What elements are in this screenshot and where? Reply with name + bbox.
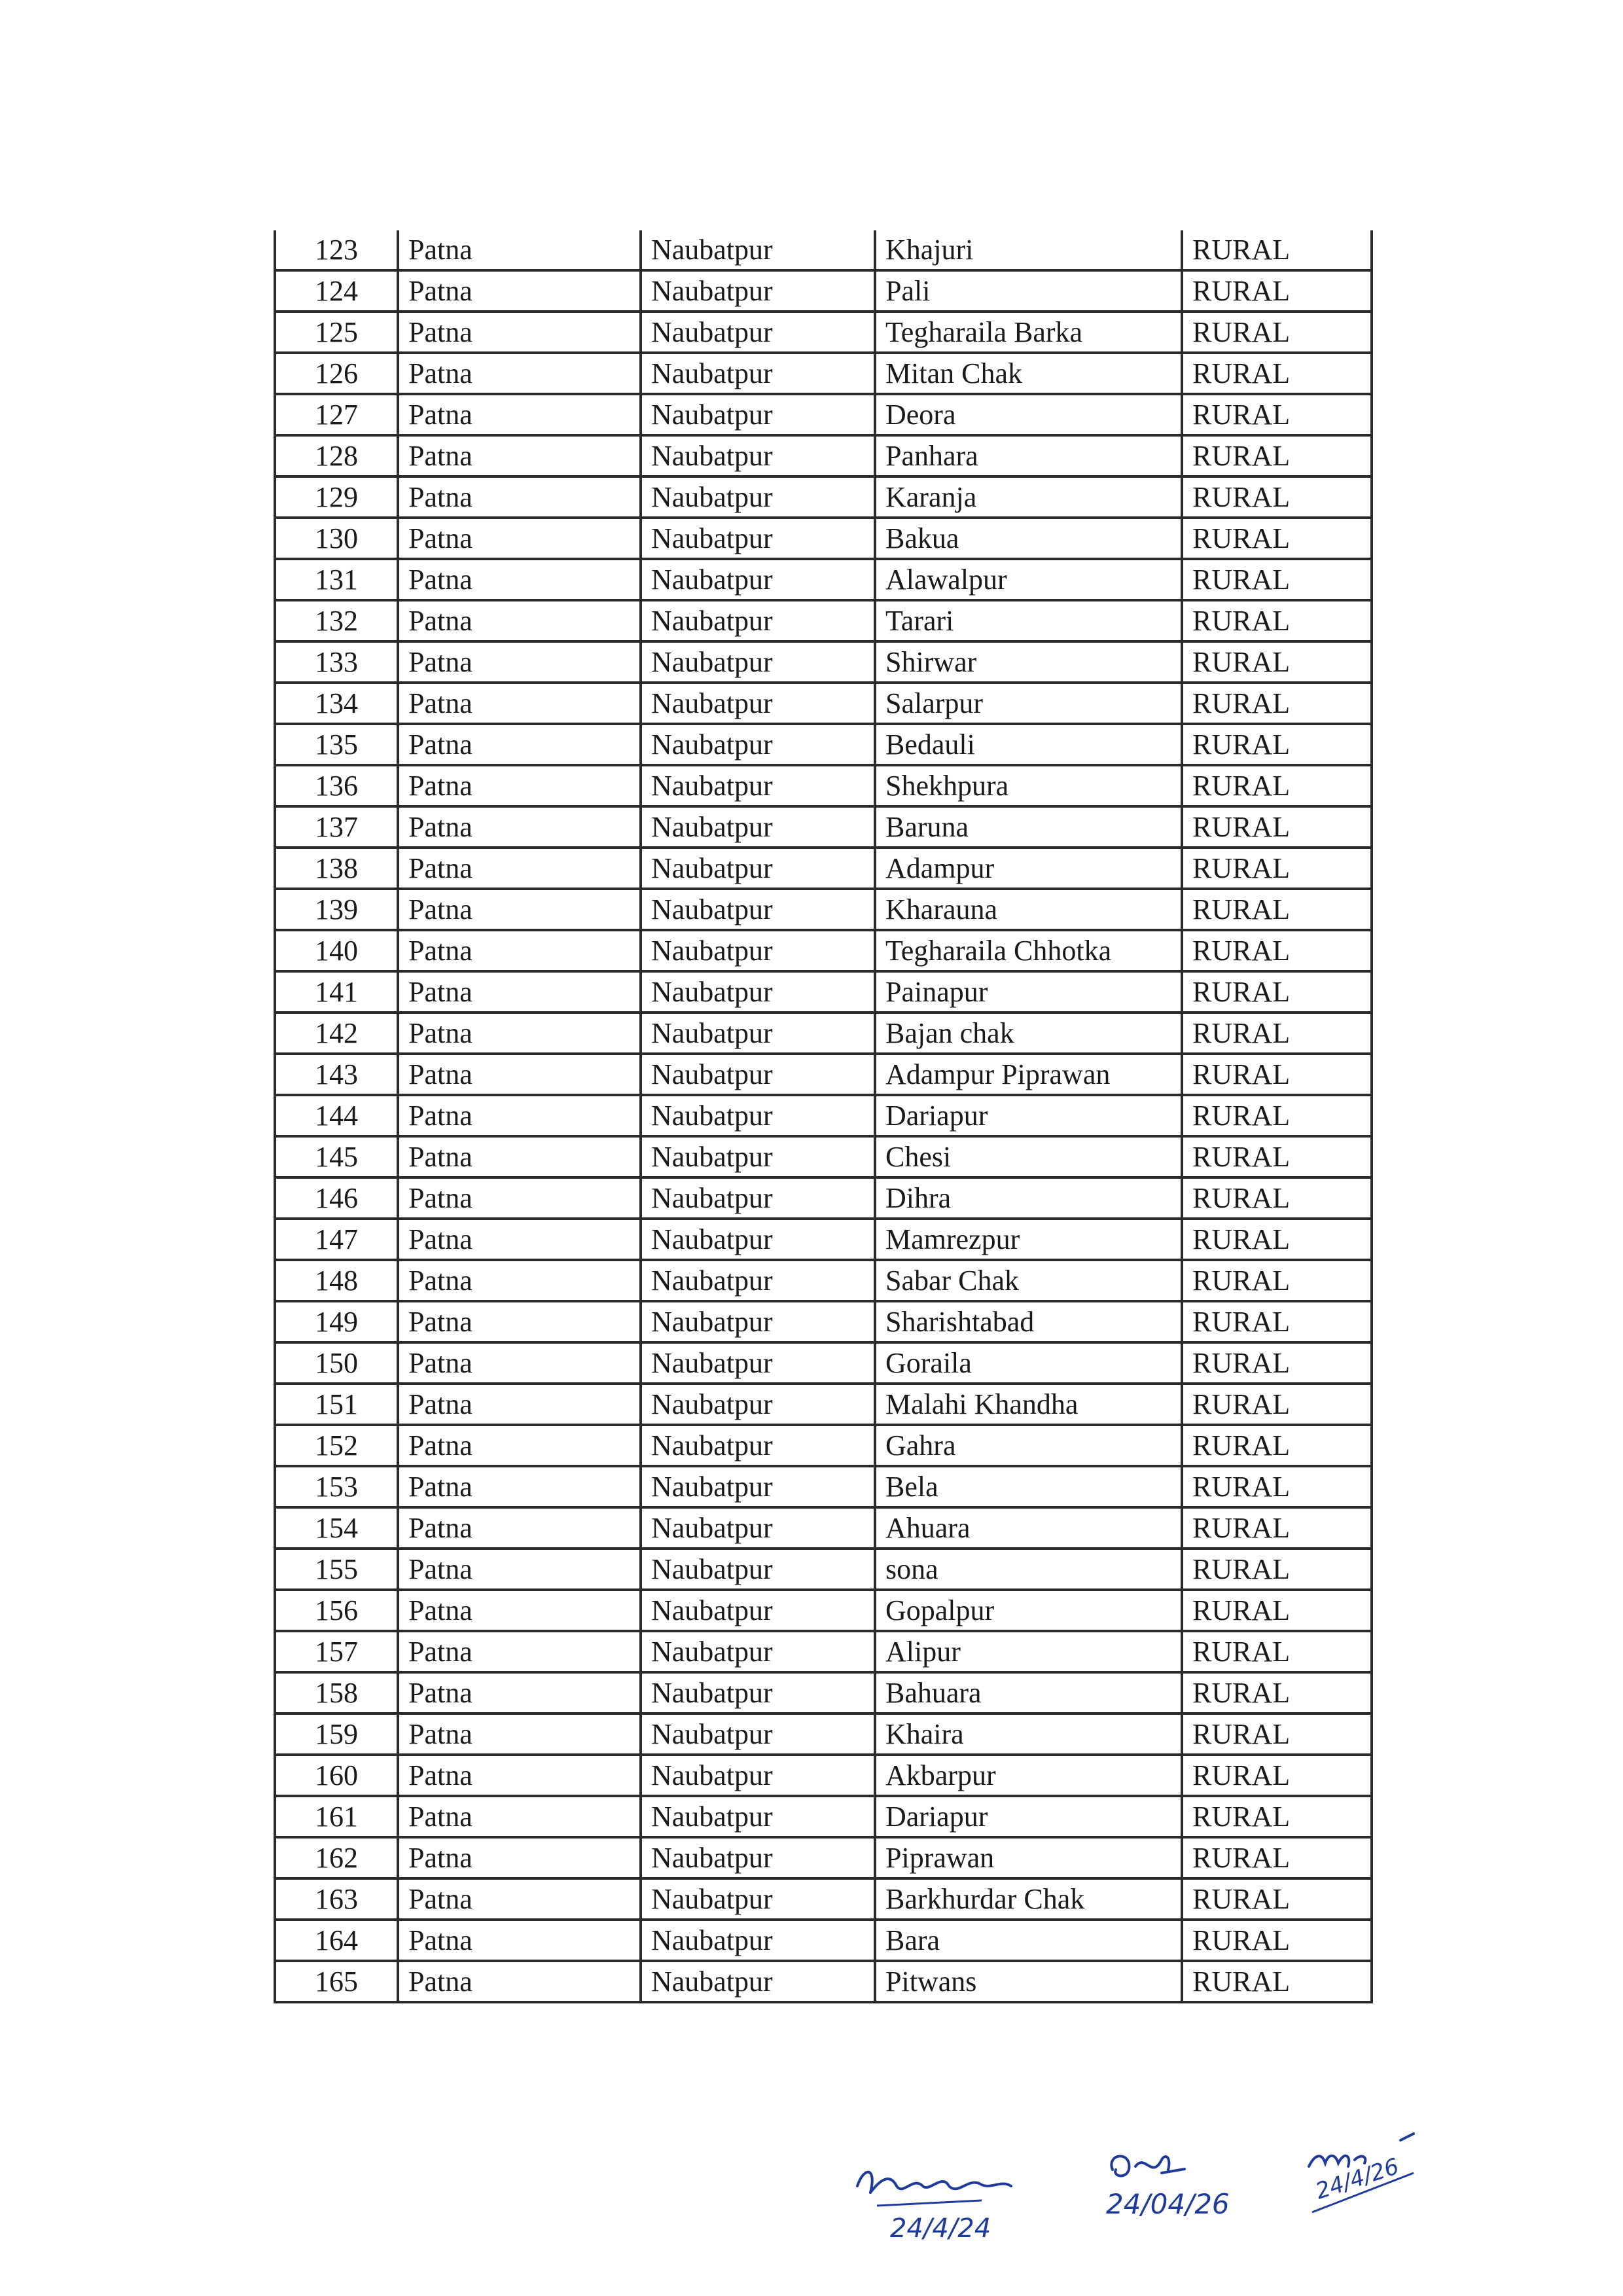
district-cell: Patna (398, 806, 641, 848)
district-cell: Patna (398, 518, 641, 559)
district-cell: Patna (398, 1837, 641, 1878)
table-row (275, 1260, 1372, 1301)
district-cell: Patna (398, 600, 641, 641)
district-cell: Patna (398, 1466, 641, 1507)
district-cell: Patna (398, 476, 641, 518)
block-cell: Naubatpur (641, 353, 875, 394)
district-cell: Patna (398, 765, 641, 806)
area-type-cell: RURAL (1182, 353, 1372, 394)
serial-number-cell: 148 (275, 1260, 398, 1301)
serial-number-cell: 144 (275, 1095, 398, 1136)
block-cell: Naubatpur (641, 270, 875, 312)
table-row (275, 1920, 1372, 1961)
serial-number-cell: 127 (275, 394, 398, 435)
area-type-cell: RURAL (1182, 971, 1372, 1013)
table-row (275, 1466, 1372, 1507)
panchayat-cell: Ahuara (875, 1507, 1182, 1549)
area-type-cell: RURAL (1182, 312, 1372, 353)
block-cell: Naubatpur (641, 518, 875, 559)
district-cell: Patna (398, 394, 641, 435)
panchayat-cell: Bakua (875, 518, 1182, 559)
serial-number-cell: 152 (275, 1425, 398, 1466)
area-type-cell: RURAL (1182, 1837, 1372, 1878)
district-cell: Patna (398, 230, 641, 270)
serial-number-cell: 130 (275, 518, 398, 559)
block-cell: Naubatpur (641, 1920, 875, 1961)
serial-number-cell: 125 (275, 312, 398, 353)
block-cell: Naubatpur (641, 394, 875, 435)
district-cell: Patna (398, 683, 641, 724)
area-type-cell: RURAL (1182, 1342, 1372, 1384)
serial-number-cell: 140 (275, 930, 398, 971)
area-type-cell: RURAL (1182, 394, 1372, 435)
panchayat-cell: Bahuara (875, 1672, 1182, 1713)
area-type-cell: RURAL (1182, 1507, 1372, 1549)
panchayat-cell: Sharishtabad (875, 1301, 1182, 1342)
district-cell: Patna (398, 1301, 641, 1342)
area-type-cell: RURAL (1182, 1425, 1372, 1466)
serial-number-cell: 146 (275, 1177, 398, 1219)
area-type-cell: RURAL (1182, 1755, 1372, 1796)
area-type-cell: RURAL (1182, 724, 1372, 765)
serial-number-cell: 159 (275, 1713, 398, 1755)
block-cell: Naubatpur (641, 1878, 875, 1920)
signature-1-date: 24/4/24 (890, 2214, 991, 2244)
area-type-cell: RURAL (1182, 1177, 1372, 1219)
table-row (275, 1136, 1372, 1177)
panchayat-cell: Pali (875, 270, 1182, 312)
block-cell: Naubatpur (641, 476, 875, 518)
area-type-cell: RURAL (1182, 1878, 1372, 1920)
panchayat-cell: Shirwar (875, 641, 1182, 683)
block-cell: Naubatpur (641, 1013, 875, 1054)
district-cell: Patna (398, 1054, 641, 1095)
block-cell: Naubatpur (641, 683, 875, 724)
area-type-cell: RURAL (1182, 1713, 1372, 1755)
table-row (275, 476, 1372, 518)
district-cell: Patna (398, 1713, 641, 1755)
panchayat-cell: Karanja (875, 476, 1182, 518)
table-row (275, 1301, 1372, 1342)
panchayat-cell: Bela (875, 1466, 1182, 1507)
table-row (275, 1219, 1372, 1260)
district-cell: Patna (398, 889, 641, 930)
panchayat-cell: Dihra (875, 1177, 1182, 1219)
block-cell: Naubatpur (641, 1796, 875, 1837)
block-cell: Naubatpur (641, 930, 875, 971)
panchayat-cell: Salarpur (875, 683, 1182, 724)
serial-number-cell: 153 (275, 1466, 398, 1507)
panchayat-cell: Pitwans (875, 1961, 1182, 2002)
area-type-cell: RURAL (1182, 1136, 1372, 1177)
area-type-cell: RURAL (1182, 806, 1372, 848)
area-type-cell: RURAL (1182, 1013, 1372, 1054)
table-row (275, 930, 1372, 971)
district-cell: Patna (398, 848, 641, 889)
block-cell: Naubatpur (641, 230, 875, 270)
panchayat-cell: Deora (875, 394, 1182, 435)
area-type-cell: RURAL (1182, 641, 1372, 683)
district-cell: Patna (398, 1549, 641, 1590)
panchayat-cell: Malahi Khandha (875, 1384, 1182, 1425)
table-row (275, 724, 1372, 765)
panchayat-cell: Mamrezpur (875, 1219, 1182, 1260)
table-row (275, 683, 1372, 724)
serial-number-cell: 131 (275, 559, 398, 600)
panchayat-cell: Barkhurdar Chak (875, 1878, 1182, 1920)
block-cell: Naubatpur (641, 848, 875, 889)
serial-number-cell: 147 (275, 1219, 398, 1260)
block-cell: Naubatpur (641, 724, 875, 765)
area-type-cell: RURAL (1182, 1920, 1372, 1961)
panchayat-table (274, 230, 1373, 2003)
block-cell: Naubatpur (641, 641, 875, 683)
serial-number-cell: 126 (275, 353, 398, 394)
district-cell: Patna (398, 930, 641, 971)
district-cell: Patna (398, 312, 641, 353)
panchayat-cell: Chesi (875, 1136, 1182, 1177)
serial-number-cell: 151 (275, 1384, 398, 1425)
signature-3 (1302, 2127, 1433, 2222)
serial-number-cell: 154 (275, 1507, 398, 1549)
district-cell: Patna (398, 1013, 641, 1054)
table-row (275, 1013, 1372, 1054)
serial-number-cell: 160 (275, 1755, 398, 1796)
table-row (275, 394, 1372, 435)
panchayat-cell: Painapur (875, 971, 1182, 1013)
block-cell: Naubatpur (641, 1425, 875, 1466)
district-cell: Patna (398, 1590, 641, 1631)
area-type-cell: RURAL (1182, 476, 1372, 518)
district-cell: Patna (398, 1961, 641, 2002)
area-type-cell: RURAL (1182, 848, 1372, 889)
panchayat-cell: Adampur Piprawan (875, 1054, 1182, 1095)
panchayat-cell: Baruna (875, 806, 1182, 848)
serial-number-cell: 161 (275, 1796, 398, 1837)
district-cell: Patna (398, 1136, 641, 1177)
serial-number-cell: 132 (275, 600, 398, 641)
block-cell: Naubatpur (641, 1631, 875, 1672)
panchayat-cell: Panhara (875, 435, 1182, 476)
area-type-cell: RURAL (1182, 435, 1372, 476)
panchayat-cell: Kharauna (875, 889, 1182, 930)
table-row (275, 1384, 1372, 1425)
block-cell: Naubatpur (641, 889, 875, 930)
signature-2 (1099, 2140, 1257, 2229)
block-cell: Naubatpur (641, 1054, 875, 1095)
panchayat-cell: Bara (875, 1920, 1182, 1961)
table-row (275, 1713, 1372, 1755)
table-row (275, 1796, 1372, 1837)
table-row (275, 312, 1372, 353)
panchayat-cell: Tegharaila Chhotka (875, 930, 1182, 971)
table-row (275, 848, 1372, 889)
serial-number-cell: 138 (275, 848, 398, 889)
area-type-cell: RURAL (1182, 1961, 1372, 2002)
area-type-cell: RURAL (1182, 683, 1372, 724)
panchayat-cell: Khaira (875, 1713, 1182, 1755)
table-row (275, 1672, 1372, 1713)
area-type-cell: RURAL (1182, 559, 1372, 600)
area-type-cell: RURAL (1182, 600, 1372, 641)
district-cell: Patna (398, 1920, 641, 1961)
serial-number-cell: 124 (275, 270, 398, 312)
serial-number-cell: 145 (275, 1136, 398, 1177)
serial-number-cell: 136 (275, 765, 398, 806)
district-cell: Patna (398, 1219, 641, 1260)
block-cell: Naubatpur (641, 971, 875, 1013)
area-type-cell: RURAL (1182, 1466, 1372, 1507)
panchayat-cell: Gopalpur (875, 1590, 1182, 1631)
district-cell: Patna (398, 1878, 641, 1920)
area-type-cell: RURAL (1182, 1796, 1372, 1837)
block-cell: Naubatpur (641, 1384, 875, 1425)
block-cell: Naubatpur (641, 1301, 875, 1342)
panchayat-cell: Alawalpur (875, 559, 1182, 600)
serial-number-cell: 164 (275, 1920, 398, 1961)
block-cell: Naubatpur (641, 1590, 875, 1631)
table-row (275, 641, 1372, 683)
table-row (275, 518, 1372, 559)
serial-number-cell: 142 (275, 1013, 398, 1054)
district-cell: Patna (398, 1755, 641, 1796)
block-cell: Naubatpur (641, 1095, 875, 1136)
table-row (275, 353, 1372, 394)
district-cell: Patna (398, 270, 641, 312)
table-row (275, 1631, 1372, 1672)
block-cell: Naubatpur (641, 1672, 875, 1713)
table-row (275, 1837, 1372, 1878)
serial-number-cell: 157 (275, 1631, 398, 1672)
serial-number-cell: 156 (275, 1590, 398, 1631)
district-cell: Patna (398, 1672, 641, 1713)
block-cell: Naubatpur (641, 806, 875, 848)
table-row (275, 559, 1372, 600)
serial-number-cell: 123 (275, 230, 398, 270)
panchayat-cell: Dariapur (875, 1796, 1182, 1837)
panchayat-cell: Mitan Chak (875, 353, 1182, 394)
signature-2-date: 24/04/26 (1106, 2188, 1230, 2220)
table-row (275, 1054, 1372, 1095)
serial-number-cell: 139 (275, 889, 398, 930)
panchayat-cell: Piprawan (875, 1837, 1182, 1878)
table-row (275, 1878, 1372, 1920)
block-cell: Naubatpur (641, 1713, 875, 1755)
district-cell: Patna (398, 1631, 641, 1672)
district-cell: Patna (398, 1095, 641, 1136)
area-type-cell: RURAL (1182, 230, 1372, 270)
district-cell: Patna (398, 559, 641, 600)
table-row (275, 435, 1372, 476)
table-row (275, 1095, 1372, 1136)
panchayat-cell: Adampur (875, 848, 1182, 889)
district-cell: Patna (398, 971, 641, 1013)
panchayat-cell: Tegharaila Barka (875, 312, 1182, 353)
area-type-cell: RURAL (1182, 1590, 1372, 1631)
table-row (275, 1590, 1372, 1631)
serial-number-cell: 134 (275, 683, 398, 724)
serial-number-cell: 155 (275, 1549, 398, 1590)
panchayat-cell: Goraila (875, 1342, 1182, 1384)
serial-number-cell: 165 (275, 1961, 398, 2002)
serial-number-cell: 133 (275, 641, 398, 683)
table-row (275, 1755, 1372, 1796)
area-type-cell: RURAL (1182, 1672, 1372, 1713)
block-cell: Naubatpur (641, 1136, 875, 1177)
district-cell: Patna (398, 1796, 641, 1837)
panchayat-cell: Dariapur (875, 1095, 1182, 1136)
area-type-cell: RURAL (1182, 518, 1372, 559)
block-cell: Naubatpur (641, 435, 875, 476)
area-type-cell: RURAL (1182, 270, 1372, 312)
district-cell: Patna (398, 1342, 641, 1384)
panchayat-cell: Gahra (875, 1425, 1182, 1466)
district-cell: Patna (398, 641, 641, 683)
area-type-cell: RURAL (1182, 1301, 1372, 1342)
area-type-cell: RURAL (1182, 765, 1372, 806)
area-type-cell: RURAL (1182, 1549, 1372, 1590)
block-cell: Naubatpur (641, 1837, 875, 1878)
serial-number-cell: 137 (275, 806, 398, 848)
table-row (275, 1549, 1372, 1590)
district-cell: Patna (398, 1425, 641, 1466)
table-row (275, 765, 1372, 806)
table-row (275, 1507, 1372, 1549)
block-cell: Naubatpur (641, 559, 875, 600)
serial-number-cell: 149 (275, 1301, 398, 1342)
area-type-cell: RURAL (1182, 1219, 1372, 1260)
area-type-cell: RURAL (1182, 930, 1372, 971)
table-body (275, 230, 1372, 2002)
table-row (275, 1961, 1372, 2002)
table-row (275, 230, 1372, 270)
block-cell: Naubatpur (641, 1507, 875, 1549)
area-type-cell: RURAL (1182, 1054, 1372, 1095)
panchayat-cell: sona (875, 1549, 1182, 1590)
block-cell: Naubatpur (641, 1755, 875, 1796)
table-row (275, 1425, 1372, 1466)
serial-number-cell: 129 (275, 476, 398, 518)
panchayat-cell: Sabar Chak (875, 1260, 1182, 1301)
block-cell: Naubatpur (641, 1342, 875, 1384)
signature-1 (851, 2160, 1021, 2248)
block-cell: Naubatpur (641, 1219, 875, 1260)
serial-number-cell: 141 (275, 971, 398, 1013)
table-row (275, 1342, 1372, 1384)
district-cell: Patna (398, 1507, 641, 1549)
panchayat-cell: Bajan chak (875, 1013, 1182, 1054)
block-cell: Naubatpur (641, 1466, 875, 1507)
table-row (275, 806, 1372, 848)
district-cell: Patna (398, 1260, 641, 1301)
district-cell: Patna (398, 1177, 641, 1219)
panchayat-cell: Tarari (875, 600, 1182, 641)
area-type-cell: RURAL (1182, 1260, 1372, 1301)
block-cell: Naubatpur (641, 1260, 875, 1301)
block-cell: Naubatpur (641, 1961, 875, 2002)
table-row (275, 971, 1372, 1013)
panchayat-cell: Shekhpura (875, 765, 1182, 806)
serial-number-cell: 135 (275, 724, 398, 765)
panchayat-cell: Khajuri (875, 230, 1182, 270)
block-cell: Naubatpur (641, 1177, 875, 1219)
serial-number-cell: 150 (275, 1342, 398, 1384)
area-type-cell: RURAL (1182, 889, 1372, 930)
area-type-cell: RURAL (1182, 1095, 1372, 1136)
district-cell: Patna (398, 353, 641, 394)
serial-number-cell: 128 (275, 435, 398, 476)
panchayat-cell: Alipur (875, 1631, 1182, 1672)
table-row (275, 270, 1372, 312)
serial-number-cell: 158 (275, 1672, 398, 1713)
table-row (275, 1177, 1372, 1219)
panchayat-cell: Akbarpur (875, 1755, 1182, 1796)
block-cell: Naubatpur (641, 765, 875, 806)
block-cell: Naubatpur (641, 600, 875, 641)
block-cell: Naubatpur (641, 1549, 875, 1590)
table-row (275, 889, 1372, 930)
panchayat-cell: Bedauli (875, 724, 1182, 765)
signature-3-date: 24/4/26 (1312, 2153, 1402, 2205)
block-cell: Naubatpur (641, 312, 875, 353)
area-type-cell: RURAL (1182, 1631, 1372, 1672)
serial-number-cell: 163 (275, 1878, 398, 1920)
serial-number-cell: 162 (275, 1837, 398, 1878)
table-row (275, 600, 1372, 641)
district-cell: Patna (398, 724, 641, 765)
area-type-cell: RURAL (1182, 1384, 1372, 1425)
serial-number-cell: 143 (275, 1054, 398, 1095)
district-cell: Patna (398, 1384, 641, 1425)
district-cell: Patna (398, 435, 641, 476)
